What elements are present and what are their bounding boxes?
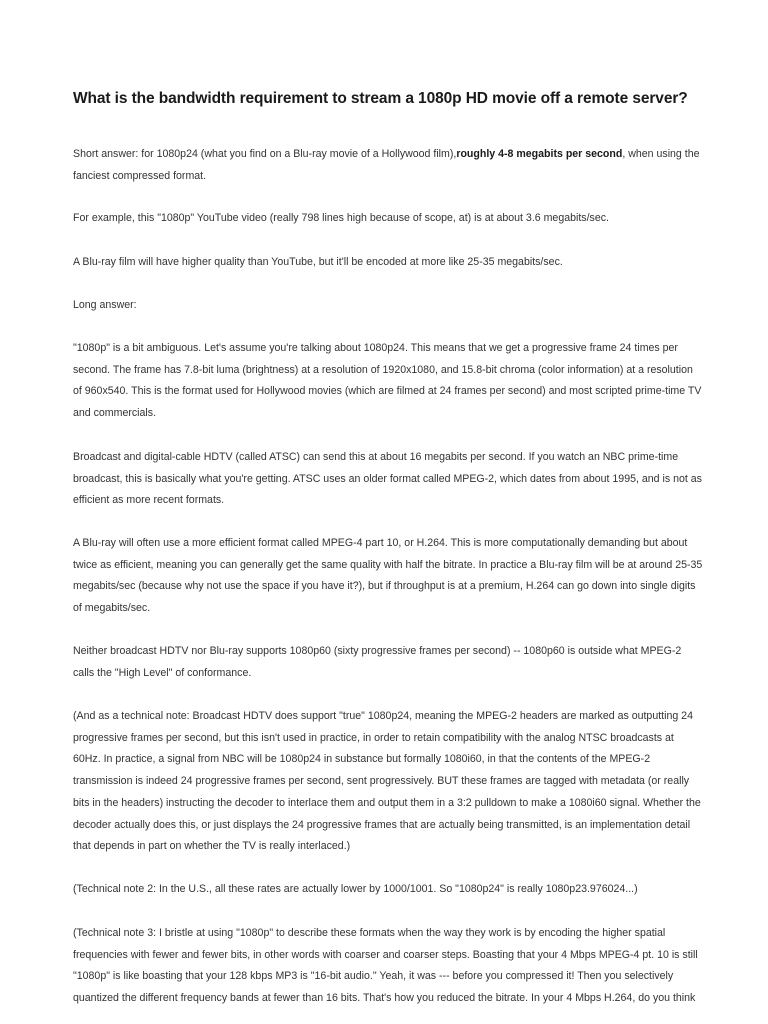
- paragraph-atsc: Broadcast and digital-cable HDTV (called ATSC) can send this at about 16 megabits per second. If you watch an NBC prime-time broadcast, this is basically what you're getting. ATSC uses an older format called MPEG-2, which dates from about 1995, and is not as efficient as more recent formats.: [73, 451, 702, 507]
- short-answer-emphasis: roughly 4-8 megabits per second: [456, 148, 623, 160]
- paragraph-technical-note-2: (Technical note 2: In the U.S., all these rates are actually lower by 1000/1001. So "1080p24" is really 1080p23.976024...): [73, 883, 638, 895]
- paragraph-h264: A Blu-ray will often use a more efficient format called MPEG-4 part 10, or H.264. This is more computationally demanding but about twice as efficient, meaning you can generally get the same quality with half the bitrate. In practice a Blu-ray film will be at around 25-35 megabits/sec (because why not use the space if you have it?), but if throughput is at a premium, H.264 can go down into single digits of megabits/sec.: [73, 537, 703, 615]
- paragraph-1080p60: Neither broadcast HDTV nor Blu-ray supports 1080p60 (sixty progressive frames per second) -- 1080p60 is outside what MPEG-2 calls the "High Level" of conformance.: [73, 645, 682, 679]
- paragraph-technical-note-3: (Technical note 3: I bristle at using "1080p" to describe these formats when the way they work is by encoding the higher spatial frequencies with fewer and fewer bits, in other words with coarser and coarser steps. Boasting that your 4 Mbps MPEG-4 pt. 10 is still "1080p" is like boasting that your 128 kbps MP3 is "16-bit audio." Yeah, it was --- before you compressed it! Then you selectively quantized the different frequency bands at fewer than 16 bits. That's how you reduced the bitrate. In your 4 Mbps H.264, do you think: [73, 927, 698, 1005]
- article-title: What is the bandwidth requirement to stream a 1080p HD movie off a remote server?: [73, 90, 688, 107]
- short-answer-tail: , when using the fanciest compressed format.: [73, 148, 700, 182]
- paragraph-youtube-example: For example, this "1080p" YouTube video (really 798 lines high because of scope, at) is at about 3.6 megabits/sec.: [73, 212, 609, 224]
- paragraph-1080p-definition: "1080p" is a bit ambiguous. Let's assume you're talking about 1080p24. This means that we get a progressive frame 24 times per second. The frame has 7.8-bit luma (brightness) at a resolution of 1920x1080, and 15.8-bit chroma (color information) at a resolution of 960x540. This is the format used for Hollywood movies (which are filmed at 24 frames per second) and most scripted prime-time TV and commercials.: [73, 342, 702, 420]
- paragraph-long-answer-heading: Long answer:: [73, 299, 137, 311]
- paragraph-technical-note-1: (And as a technical note: Broadcast HDTV does support "true" 1080p24, meaning the MPEG-2 headers are marked as outputting 24 progressive frames per second, but this isn't used in practice, in order to retain compatibility with the analog NTSC broadcasts at 60Hz. In practice, a signal from NBC will be 1080p24 in substance but formally 1080i60, in that the contents of the MPEG-2 transmission is indeed 24 progressive frames per second, sent progressively. BUT these frames are tagged with metadata (or really bits in the headers) instructing the decoder to interlace them and output them in a 3:2 pulldown to make a 1080i60 signal. Whether the decoder actually does this, or just displays the 24 progressive frames that are actually being transmitted, is an implementation detail that depends in part on whether the TV is really interlaced.): [73, 710, 701, 853]
- paragraph-bluray-quality: A Blu-ray film will have higher quality than YouTube, but it'll be encoded at more like 25-35 megabits/sec.: [73, 256, 563, 268]
- paragraph-short-answer: [73, 144, 703, 187]
- short-answer-text: Short answer: for 1080p24 (what you find on a Blu-ray movie of a Hollywood film),: [73, 148, 457, 160]
